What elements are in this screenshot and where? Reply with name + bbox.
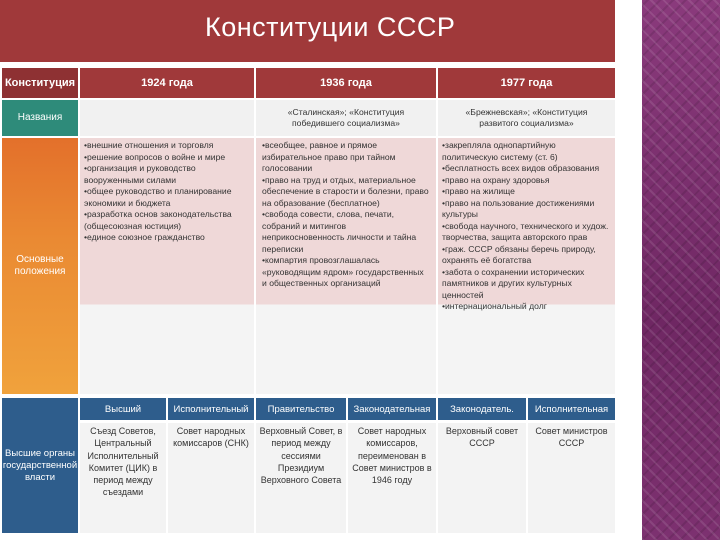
row-label-names: Названия	[2, 100, 78, 136]
main-1924-item: •организация и руководство вооруженными силами	[84, 163, 196, 185]
main-1924-item: •общее руководство и планирование экономики и бюджета	[84, 186, 232, 208]
subheader-executive: Исполнительный	[168, 398, 254, 420]
main-1924-item: •решение вопросов о войне и мире	[84, 151, 226, 162]
main-1977-item: •бесплатность всех видов образования	[442, 163, 600, 173]
main-1924-item: •разработка основ законодательства (общесоюзная юстиция)	[84, 209, 232, 231]
main-1936-item: неприкосновенность личности и тайна переписки	[262, 232, 417, 254]
main-1977-item: •граж. СССР обязаны беречь природу, охранять её богатства	[442, 243, 596, 265]
main-1924-item: •внешние отношения и торговля	[84, 140, 214, 150]
row-label-main: Основные положения	[14, 254, 66, 277]
constitutions-table	[2, 68, 615, 533]
names-1924	[80, 100, 254, 136]
main-1936-item: •компартия провозглашалась «руководящим ядром» государственных и общественных организаций	[262, 255, 424, 288]
main-1936-item: •право на труд и отдых, материальное обеспечение в старости и болезни, право на образование (бесплатное)	[262, 174, 429, 208]
subheader-government: Правительство	[256, 398, 346, 420]
subheader-supreme: Высший	[80, 398, 166, 420]
header-1977: 1977 года	[438, 68, 615, 98]
names-1977	[438, 100, 615, 136]
organ-1936-legislative: Совет народных комиссаров, переименован в Совет министров в 1946 году	[348, 423, 436, 533]
subheader-legislator: Законодатель.	[438, 398, 526, 420]
subheader-legislative: Законодательная	[348, 398, 436, 420]
title-bar	[0, 0, 615, 62]
names-1936	[256, 100, 436, 136]
main-1977-item: •право на охрану здоровья	[442, 174, 550, 185]
main-1977-item: •интернациональный долг	[442, 301, 547, 311]
organ-1924-executive: Совет народных комиссаров (СНК)	[168, 423, 254, 533]
main-1977-item: •право на пользование достижениями культуры	[442, 197, 595, 219]
main-1977-item: •свобода научного, технического и худож. творчества, защита авторского прав	[442, 220, 609, 242]
main-1924	[80, 138, 254, 394]
subheader-executive-1977: Исполнительная	[528, 398, 615, 420]
organ-1936-government: Верховный Совет, в период между сессиями Президиум Верховного Совета	[256, 423, 346, 533]
organ-1977-executive: Совет министров СССР	[528, 423, 615, 533]
decorative-side-panel	[642, 0, 720, 540]
organ-1924-supreme: Съезд Советов, Центральный Исполнительный Комитет (ЦИК) в период между съездами	[80, 423, 166, 533]
names-1936-text: «Сталинская»; «Конституция победившего социализма»	[287, 106, 405, 128]
main-1936-item: •всеобщее, равное и прямое избирательное право при тайном голосовании	[262, 140, 396, 173]
main-1977-item: •закрепляла однопартийную политическую систему (ст. 6)	[442, 140, 558, 162]
header-1924: 1924 года	[80, 68, 254, 98]
organ-1977-legislator: Верховный совет СССР	[438, 423, 526, 533]
names-1977-text: «Брежневская»; «Конституция развитого социализма»	[465, 106, 588, 128]
header-1936: 1936 года	[256, 68, 436, 98]
main-1924-item: •единое союзное гражданство	[84, 232, 205, 242]
row-label-organs: Высшие органы государственной власти	[2, 398, 78, 533]
main-1936-item: •свобода совести, слова, печати, собраний и митингов	[262, 209, 395, 231]
main-1977-item: •забота о сохранении исторических памятников и других культурных ценностей	[442, 266, 585, 300]
main-1977	[438, 138, 615, 394]
header-constitution: Конституция	[2, 68, 78, 98]
page-title: Конституции СССР	[205, 12, 456, 42]
main-1936	[256, 138, 436, 394]
main-1977-item: •право на жилище	[442, 186, 515, 196]
